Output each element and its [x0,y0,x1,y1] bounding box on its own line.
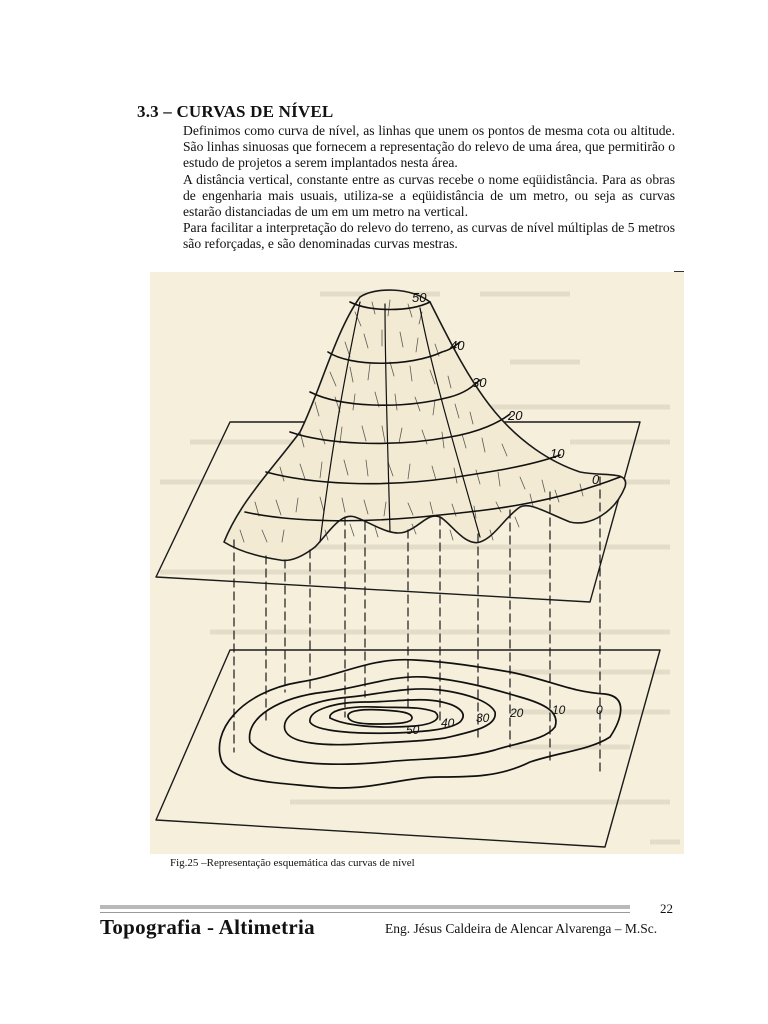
plan-label-20: 20 [510,706,524,720]
footer-rule [100,905,630,909]
paragraph: A distância vertical, constante entre as curvas recebe o nome eqüidistância. Para as obras de engenharia mais usuais, utiliza-se a eqüidistância de um metro, ou seja as curvas estarão distanciadas de um em um metro na vertical. [183,171,675,220]
plan-label-10: 10 [552,703,566,717]
contour-illustration [150,272,684,854]
label-50: 50 [412,290,427,305]
label-0: 0 [592,472,600,487]
footer-rule-thin [100,912,630,913]
footer-title: Topografia - Altimetria [100,915,315,939]
label-40: 40 [450,338,465,353]
label-10: 10 [550,446,565,461]
body-text [183,123,675,253]
plan-contours [219,660,620,788]
contour-50 [348,710,412,724]
plan-label-30: 30 [476,711,490,725]
contour-0 [219,660,620,788]
plan-label-0: 0 [596,703,603,717]
plan-label-40: 40 [441,716,455,730]
footer-author: Eng. Jésus Caldeira de Alencar Alvarenga – M.Sc. [385,921,658,936]
figure [150,272,684,854]
section-title: 3.3 – CURVAS DE NÍVEL [137,102,334,121]
figure-caption: Fig.25 –Representação esquemática das curvas de nível [170,857,415,869]
plan-label-50: 50 [406,723,420,737]
paragraph: Para facilitar a interpretação do relevo do terreno, as curvas de nível múltiplas de 5 metros são reforçadas, e são denominadas curvas mestras. [183,220,675,252]
label-20: 20 [508,408,523,423]
page-number: 22 [660,901,673,916]
paragraph: Definimos como curva de nível, as linhas que unem os pontos de mesma cota ou altitude. São linhas sinuosas que fornecem a representação do relevo de uma área, que permitirão o estudo de projetos a serem implantados nesta área. [183,123,675,171]
label-30: 30 [472,375,487,390]
